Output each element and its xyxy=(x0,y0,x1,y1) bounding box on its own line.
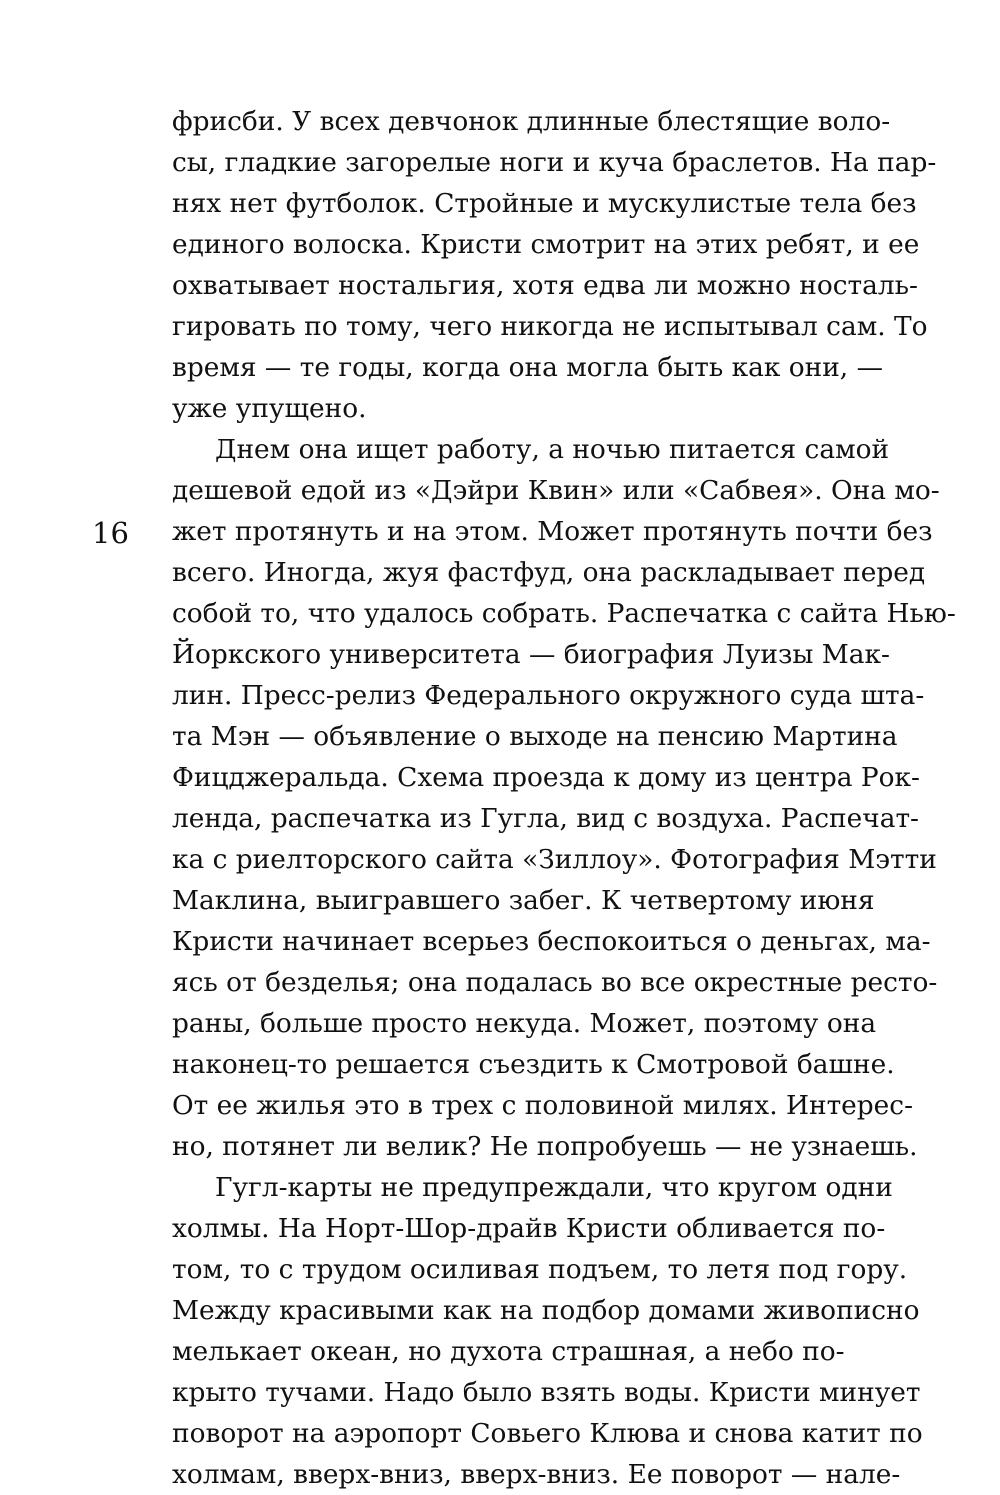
text-line: ясь от безделья; она подалась во все окрестные ресто- xyxy=(172,967,938,998)
text-line: уже упущено. xyxy=(172,393,367,424)
text-line: сы, гладкие загорелые ноги и куча браслетов. На пар- xyxy=(172,147,937,178)
body-text xyxy=(172,101,956,1495)
text-line: холмам, вверх-вниз, вверх-вниз. Ее поворот — нале- xyxy=(172,1459,901,1490)
text-line: всего. Иногда, жуя фастфуд, она раскладывает перед xyxy=(172,557,926,588)
text-line: Маклина, выигравшего забег. К четвертому июня xyxy=(172,885,875,916)
text-line: Фицджеральда. Схема проезда к дому из центра Рок- xyxy=(172,762,920,793)
text-line: лин. Пресс-релиз Федерального окружного суда шта- xyxy=(172,680,925,711)
text-line: крыто тучами. Надо было взять воды. Кристи минует xyxy=(172,1377,921,1408)
text-line: нях нет футболок. Стройные и мускулистые тела без xyxy=(172,188,917,219)
text-line: наконец-то решается съездить к Смотровой башне. xyxy=(172,1049,895,1080)
text-line: охватывает ностальгия, хотя едва ли можно носталь- xyxy=(172,270,918,301)
text-line: холмы. На Норт-Шор-драйв Кристи обливается по- xyxy=(172,1213,886,1244)
text-line: единого волоска. Кристи смотрит на этих ребят, и ее xyxy=(172,229,920,260)
paragraph xyxy=(172,101,937,429)
text-line: Гугл-карты не предупреждали, что кругом одни xyxy=(215,1172,893,1203)
text-line: фрисби. У всех девчонок длинные блестящие воло- xyxy=(172,106,891,137)
text-line: том, то с трудом осиливая подъем, то летя под гору. xyxy=(172,1254,908,1285)
text-line: но, потянет ли велик? Не попробуешь — не узнаешь. xyxy=(172,1131,918,1162)
text-line: Днем она ищет работу, а ночью питается самой xyxy=(215,434,890,465)
text-line: поворот на аэропорт Совьего Клюва и снова катит по xyxy=(172,1418,923,1449)
text-line: ленда, распечатка из Гугла, вид с воздуха. Распечат- xyxy=(172,803,919,834)
text-line: дешевой едой из «Дэйри Квин» или «Сабвея». Она мо- xyxy=(172,475,940,506)
text-line: гировать по тому, чего никогда не испытывал сам. То xyxy=(172,311,928,342)
text-line: время — те годы, когда она могла быть как они, — xyxy=(172,352,883,383)
text-line: раны, больше просто некуда. Может, поэтому она xyxy=(172,1008,877,1039)
text-line: От ее жилья это в трех с половиной милях. Интерес- xyxy=(172,1090,913,1121)
paragraph xyxy=(172,1167,923,1495)
text-line: Кристи начинает всерьез беспокоиться о деньгах, ма- xyxy=(172,926,931,957)
text-line: собой то, что удалось собрать. Распечатка с сайта Нью- xyxy=(172,598,956,629)
text-line: ка с риелторского сайта «Зиллоу». Фотография Мэтти xyxy=(172,844,937,875)
page-number: 16 xyxy=(92,516,129,550)
text-line: Йоркского университета — биография Луизы Мак- xyxy=(172,639,890,670)
paragraph xyxy=(172,429,956,1167)
text-line: жет протянуть и на этом. Может протянуть почти без xyxy=(172,516,933,547)
text-line: та Мэн — объявление о выходе на пенсию Мартина xyxy=(172,721,898,752)
text-line: Между красивыми как на подбор домами живописно xyxy=(172,1295,920,1326)
text-line: мелькает океан, но духота страшная, а небо по- xyxy=(172,1336,845,1367)
